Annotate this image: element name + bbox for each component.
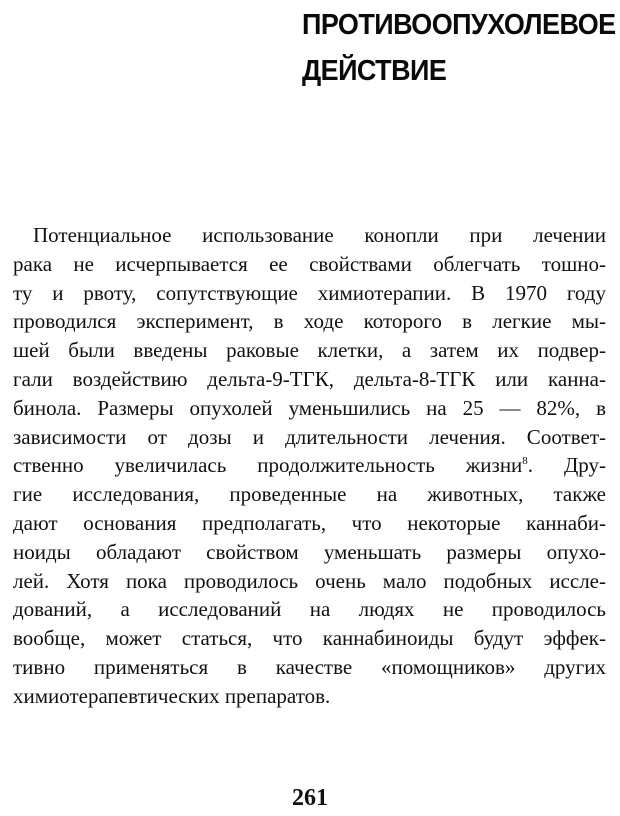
paragraph-line-part-b: . Дру- bbox=[527, 453, 606, 478]
body-paragraph bbox=[13, 221, 606, 711]
paragraph-line: вообще, может статься, что каннабиноиды будут эффек- bbox=[13, 626, 606, 651]
chapter-title bbox=[302, 2, 616, 94]
chapter-title-line-2: ДЕЙСТВИЕ bbox=[302, 55, 447, 87]
paragraph-line: ту и рвоту, сопутствующие химиотерапии. В 1970 году bbox=[13, 280, 606, 305]
paragraph-line: химиотерапевтических препаратов. bbox=[13, 683, 331, 708]
paragraph-line-part-a: ственно увеличилась продолжительность жизни bbox=[13, 453, 523, 478]
paragraph-line-with-footnote bbox=[13, 451, 606, 480]
footnote-reference[interactable]: 8 bbox=[522, 455, 528, 468]
paragraph-line: рака не исчерпывается ее свойствами облегчать тошно- bbox=[13, 251, 606, 276]
paragraph-line: дают основания предполагать, что некоторые каннаби- bbox=[13, 510, 606, 535]
paragraph-line: гие исследования, проведенные на животных, также bbox=[13, 482, 606, 507]
paragraph-line: гали воздействию дельта-9-ТГК, дельта-8-ТГК или канна- bbox=[13, 366, 606, 391]
paragraph-line: дований, а исследований на людях не проводилось bbox=[13, 597, 606, 622]
paragraph-line: бинола. Размеры опухолей уменьшились на 25 — 82%, в bbox=[13, 395, 606, 420]
paragraph-line: лей. Хотя пока проводилось очень мало подобных иссле- bbox=[13, 568, 606, 593]
paragraph-line: Потенциальное использование конопли при лечении bbox=[33, 223, 606, 247]
paragraph-line: проводился эксперимент, в ходе которого в легкие мы- bbox=[13, 309, 606, 334]
paragraph-line: ноиды обладают свойством уменьшать размеры опухо- bbox=[13, 539, 606, 564]
page-number: 261 bbox=[292, 785, 328, 811]
chapter-title-line-1: ПРОТИВООПУХОЛЕВОЕ bbox=[302, 9, 616, 41]
paragraph-line: шей были введены раковые клетки, а затем их подвер- bbox=[13, 338, 606, 363]
paragraph-line: зависимости от дозы и длительности лечения. Соответ- bbox=[13, 424, 606, 449]
paragraph-line: тивно применяться в качестве «помощников» других bbox=[13, 654, 606, 679]
